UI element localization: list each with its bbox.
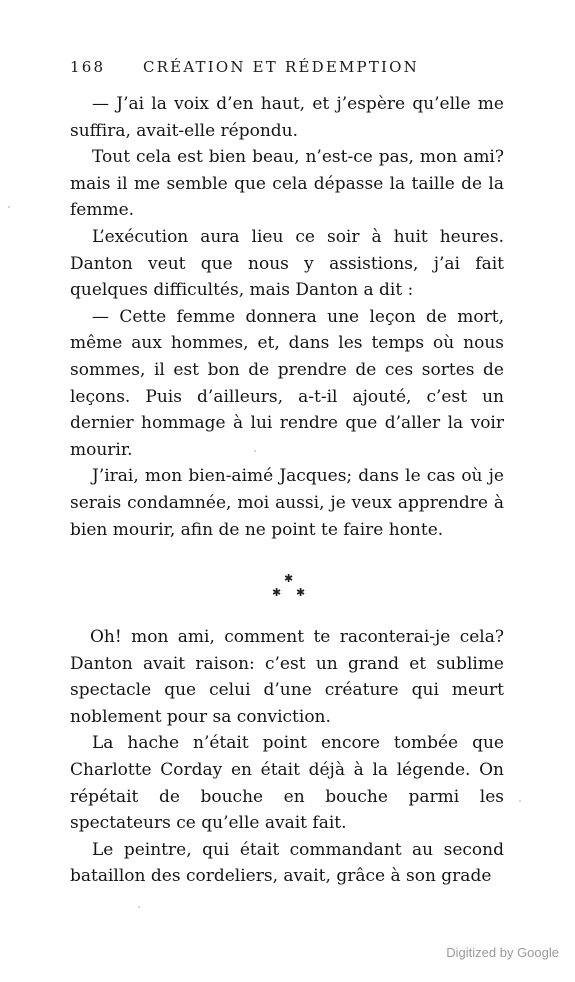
paragraph: — J’ai la voix d’en haut, et j’espère qu’elle me suffira, avait-elle répondu. bbox=[70, 94, 504, 141]
paragraph: Le peintre, qui était commandant au second bataillon des cordeliers, avait, grâce à son grade bbox=[70, 839, 504, 887]
asterism-star-top: ✱ bbox=[284, 572, 294, 585]
paper-speck bbox=[519, 800, 521, 802]
paragraph: La hache n’était point encore tombée que Charlotte Corday en était déjà à la légende. On répétait de bouche en bouche parmi les spectateurs ce qu’elle avait fait. bbox=[70, 733, 504, 834]
page-number: 168 bbox=[70, 58, 106, 76]
page-header bbox=[70, 58, 510, 84]
asterism-star-right: ✱ bbox=[296, 586, 306, 599]
running-title: CRÉATION ET RÉDEMPTION bbox=[143, 58, 420, 76]
paper-speck bbox=[8, 206, 10, 208]
paragraph: Tout cela est bien beau, n’est-ce pas, mon ami? mais il me semble que cela dépasse la taille de la femme. bbox=[70, 147, 504, 221]
body-text-before-break bbox=[70, 91, 504, 543]
paper-speck bbox=[138, 906, 140, 908]
paper-speck bbox=[254, 450, 256, 452]
section-break-ornament bbox=[260, 572, 320, 604]
paragraph: L’exécution aura lieu ce soir à huit heures. Danton veut que nous y assistions, j’ai fait quelques difficultés, mais Danton a dit : bbox=[70, 226, 504, 301]
digitized-by-google-watermark: Digitized by Google bbox=[446, 945, 559, 960]
paragraph: Oh! mon ami, comment te raconterai-je cela? Danton avait raison: c’est un grand et sublime spectacle que celui d’une créature qui meurt noblement pour sa conviction. bbox=[70, 627, 504, 727]
body-text-after-break bbox=[70, 624, 504, 890]
paragraph: J’irai, mon bien-aimé Jacques; dans le cas où je serais condamnée, moi aussi, je veux apprendre à bien mourir, afin de ne point te faire honte. bbox=[70, 466, 504, 540]
asterism-star-left: ✱ bbox=[272, 586, 282, 599]
paragraph: — Cette femme donnera une leçon de mort, même aux hommes, et, dans les temps où nous sommes, il est bon de prendre de ces sortes de leçons. Puis d’ailleurs, a-t-il ajouté, c’est un dernier hommage à lui rendre que d’aller la voir mourir. bbox=[70, 306, 504, 460]
